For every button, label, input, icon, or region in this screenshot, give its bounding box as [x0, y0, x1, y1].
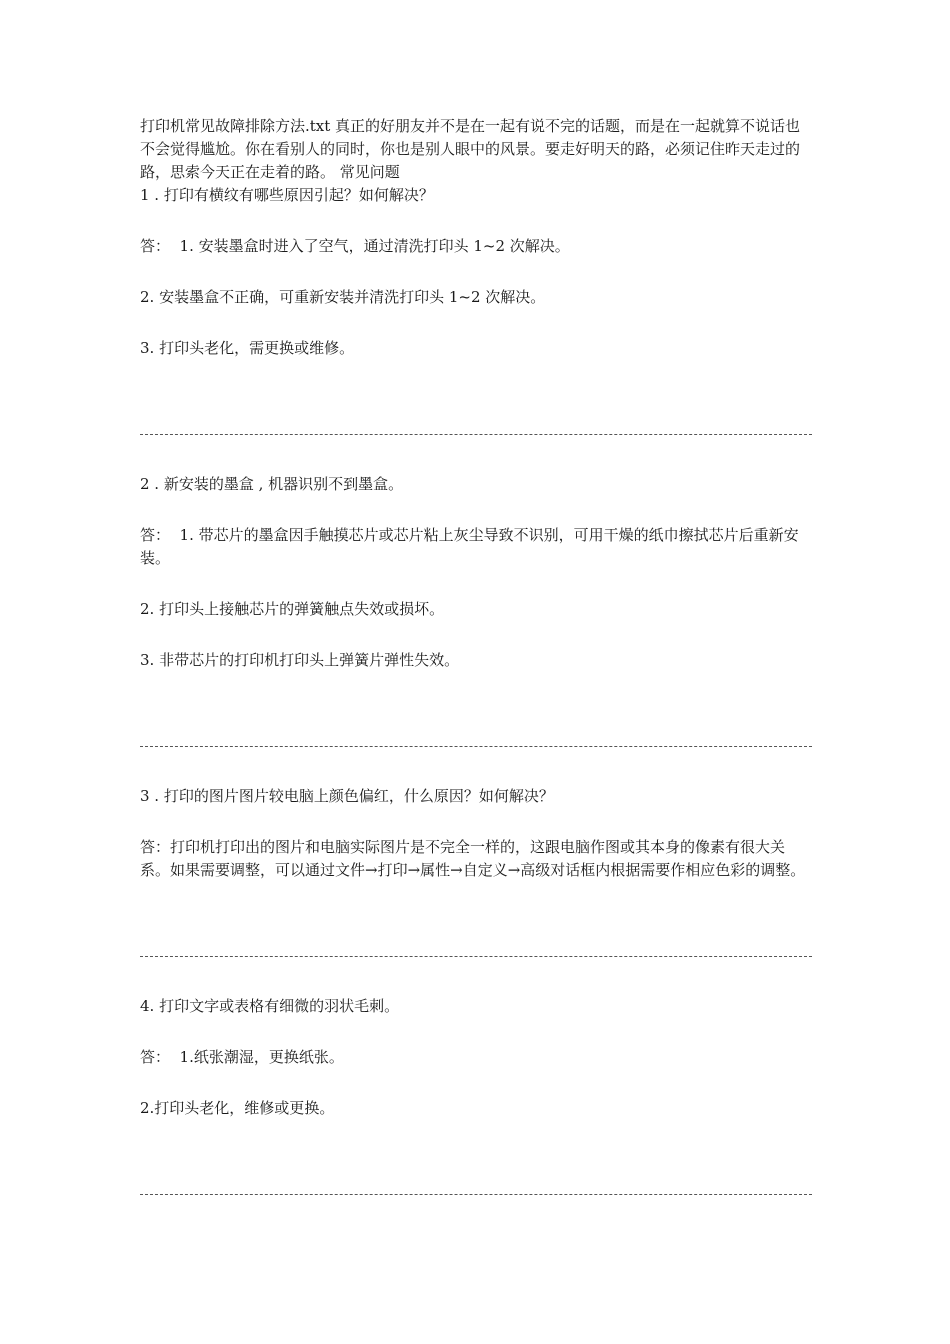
answer-3-1: 答：打印机打印出的图片和电脑实际图片是不完全一样的，这跟电脑作图或其本身的像素有很大关系。如果需要调整，可以通过文件→打印→属性→自定义→高级对话框内根据需要作相应色彩的调整。	[140, 838, 806, 879]
question-3: 3 . 打印的图片图片较电脑上颜色偏红，什么原因？如何解决？	[140, 787, 554, 805]
answer-2-2: 2. 打印头上接触芯片的弹簧触点失效或损坏。	[140, 600, 445, 618]
answer-1-3: 3. 打印头老化，需更换或维修。	[140, 339, 355, 357]
answer-1-1: 答： 1. 安装墨盒时进入了空气，通过清洗打印头 1~2 次解决。	[140, 237, 570, 255]
answer-4-1: 答： 1.纸张潮湿，更换纸张。	[140, 1048, 344, 1066]
question-2: 2 . 新安装的墨盒 , 机器识别不到墨盒。	[140, 475, 404, 493]
section-divider	[140, 1194, 812, 1195]
question-1: 1 . 打印有横纹有哪些原因引起？如何解决？	[140, 186, 434, 204]
answer-2-1: 答： 1. 带芯片的墨盒因手触摸芯片或芯片粘上灰尘导致不识别，可用干燥的纸巾擦拭芯片后重新安装。	[140, 526, 799, 567]
question-4: 4. 打印文字或表格有细微的羽状毛刺。	[140, 997, 400, 1015]
answer-4-2: 2.打印头老化，维修或更换。	[140, 1099, 335, 1117]
answer-1-2: 2. 安装墨盒不正确，可重新安装并清洗打印头 1~2 次解决。	[140, 288, 546, 306]
answer-2-3: 3. 非带芯片的打印机打印头上弹簧片弹性失效。	[140, 651, 460, 669]
intro-paragraph: 打印机常见故障排除方法.txt 真正的好朋友并不是在一起有说不完的话题，而是在一起就算不说话也不会觉得尴尬。你在看别人的同时，你也是别人眼中的风景。要走好明天的路，必须记住昨天走过的路，思索今天正在走着的路。 常见问题	[140, 117, 801, 181]
document-body	[140, 115, 812, 1195]
